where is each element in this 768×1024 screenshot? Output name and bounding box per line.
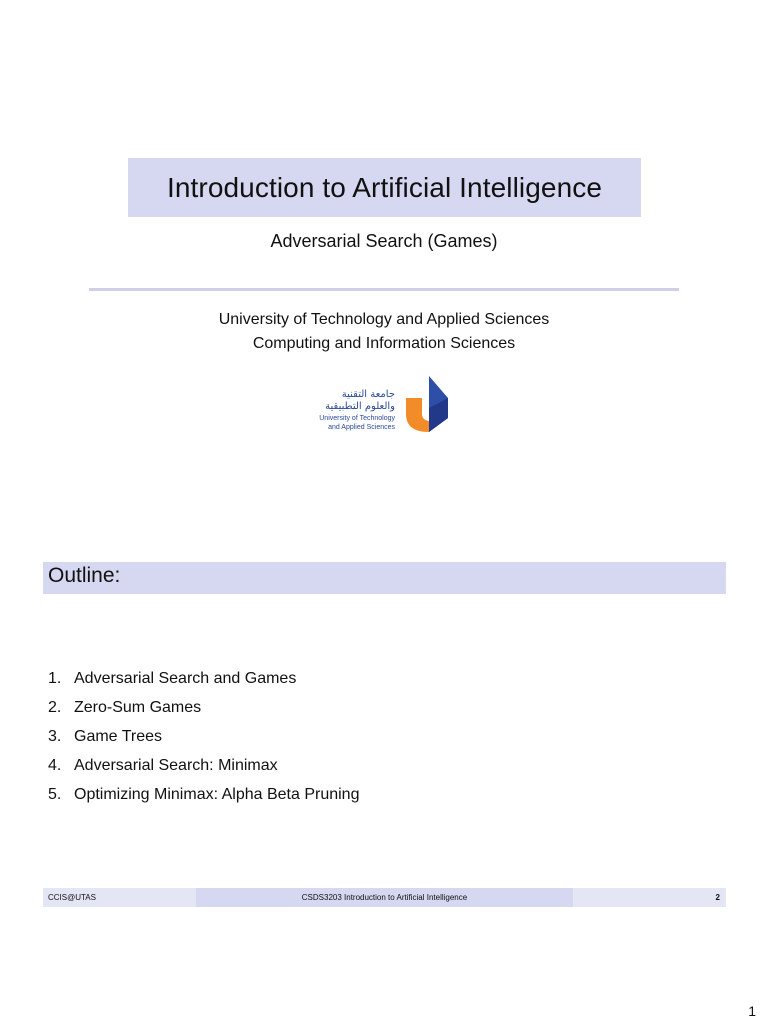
list-item-text: Zero-Sum Games <box>74 699 202 716</box>
list-item <box>48 724 359 753</box>
list-item <box>48 666 359 695</box>
list-item-text: Adversarial Search: Minimax <box>74 757 278 774</box>
divider-line <box>89 288 679 291</box>
list-item <box>48 753 359 782</box>
list-item <box>48 782 359 811</box>
university-logo <box>300 372 450 436</box>
logo-english-line-2: and Applied Sciences <box>328 424 395 431</box>
logo-arabic-line-2: والعلوم التطبيقية <box>325 401 395 412</box>
list-item <box>48 695 359 724</box>
logo-english-line-1: University of Technology <box>319 415 395 422</box>
institution-name: University of Technology and Applied Sciences <box>218 311 550 328</box>
list-item-text: Game Trees <box>74 728 163 745</box>
footer-left-text: CCIS@UTAS <box>48 893 96 902</box>
slide-subtitle: Adversarial Search (Games) <box>270 231 498 251</box>
title-banner <box>128 158 641 217</box>
department-name: Computing and Information Sciences <box>252 335 516 352</box>
list-item-text: Optimizing Minimax: Alpha Beta Pruning <box>74 786 360 803</box>
footer-slide-number: 2 <box>715 893 720 902</box>
list-item-number: 3. <box>48 728 62 745</box>
page-number: 1 <box>748 1003 756 1019</box>
list-item-number: 2. <box>48 699 62 716</box>
utas-logo-mark-icon <box>402 374 450 436</box>
list-item-number: 1. <box>48 670 62 687</box>
logo-arabic-line-1: جامعة التقنية <box>341 389 395 400</box>
footer-course-title: CSDS3203 Introduction to Artificial Intelligence <box>301 893 468 902</box>
footer-center <box>196 888 573 907</box>
outline-header <box>43 562 726 594</box>
list-item-number: 5. <box>48 786 62 803</box>
slide-title: Introduction to Artificial Intelligence <box>166 171 603 203</box>
outline-list <box>48 666 359 811</box>
outline-heading: Outline: <box>48 564 121 587</box>
list-item-number: 4. <box>48 757 62 774</box>
list-item-text: Adversarial Search and Games <box>74 670 297 687</box>
slide-footer <box>43 888 726 907</box>
